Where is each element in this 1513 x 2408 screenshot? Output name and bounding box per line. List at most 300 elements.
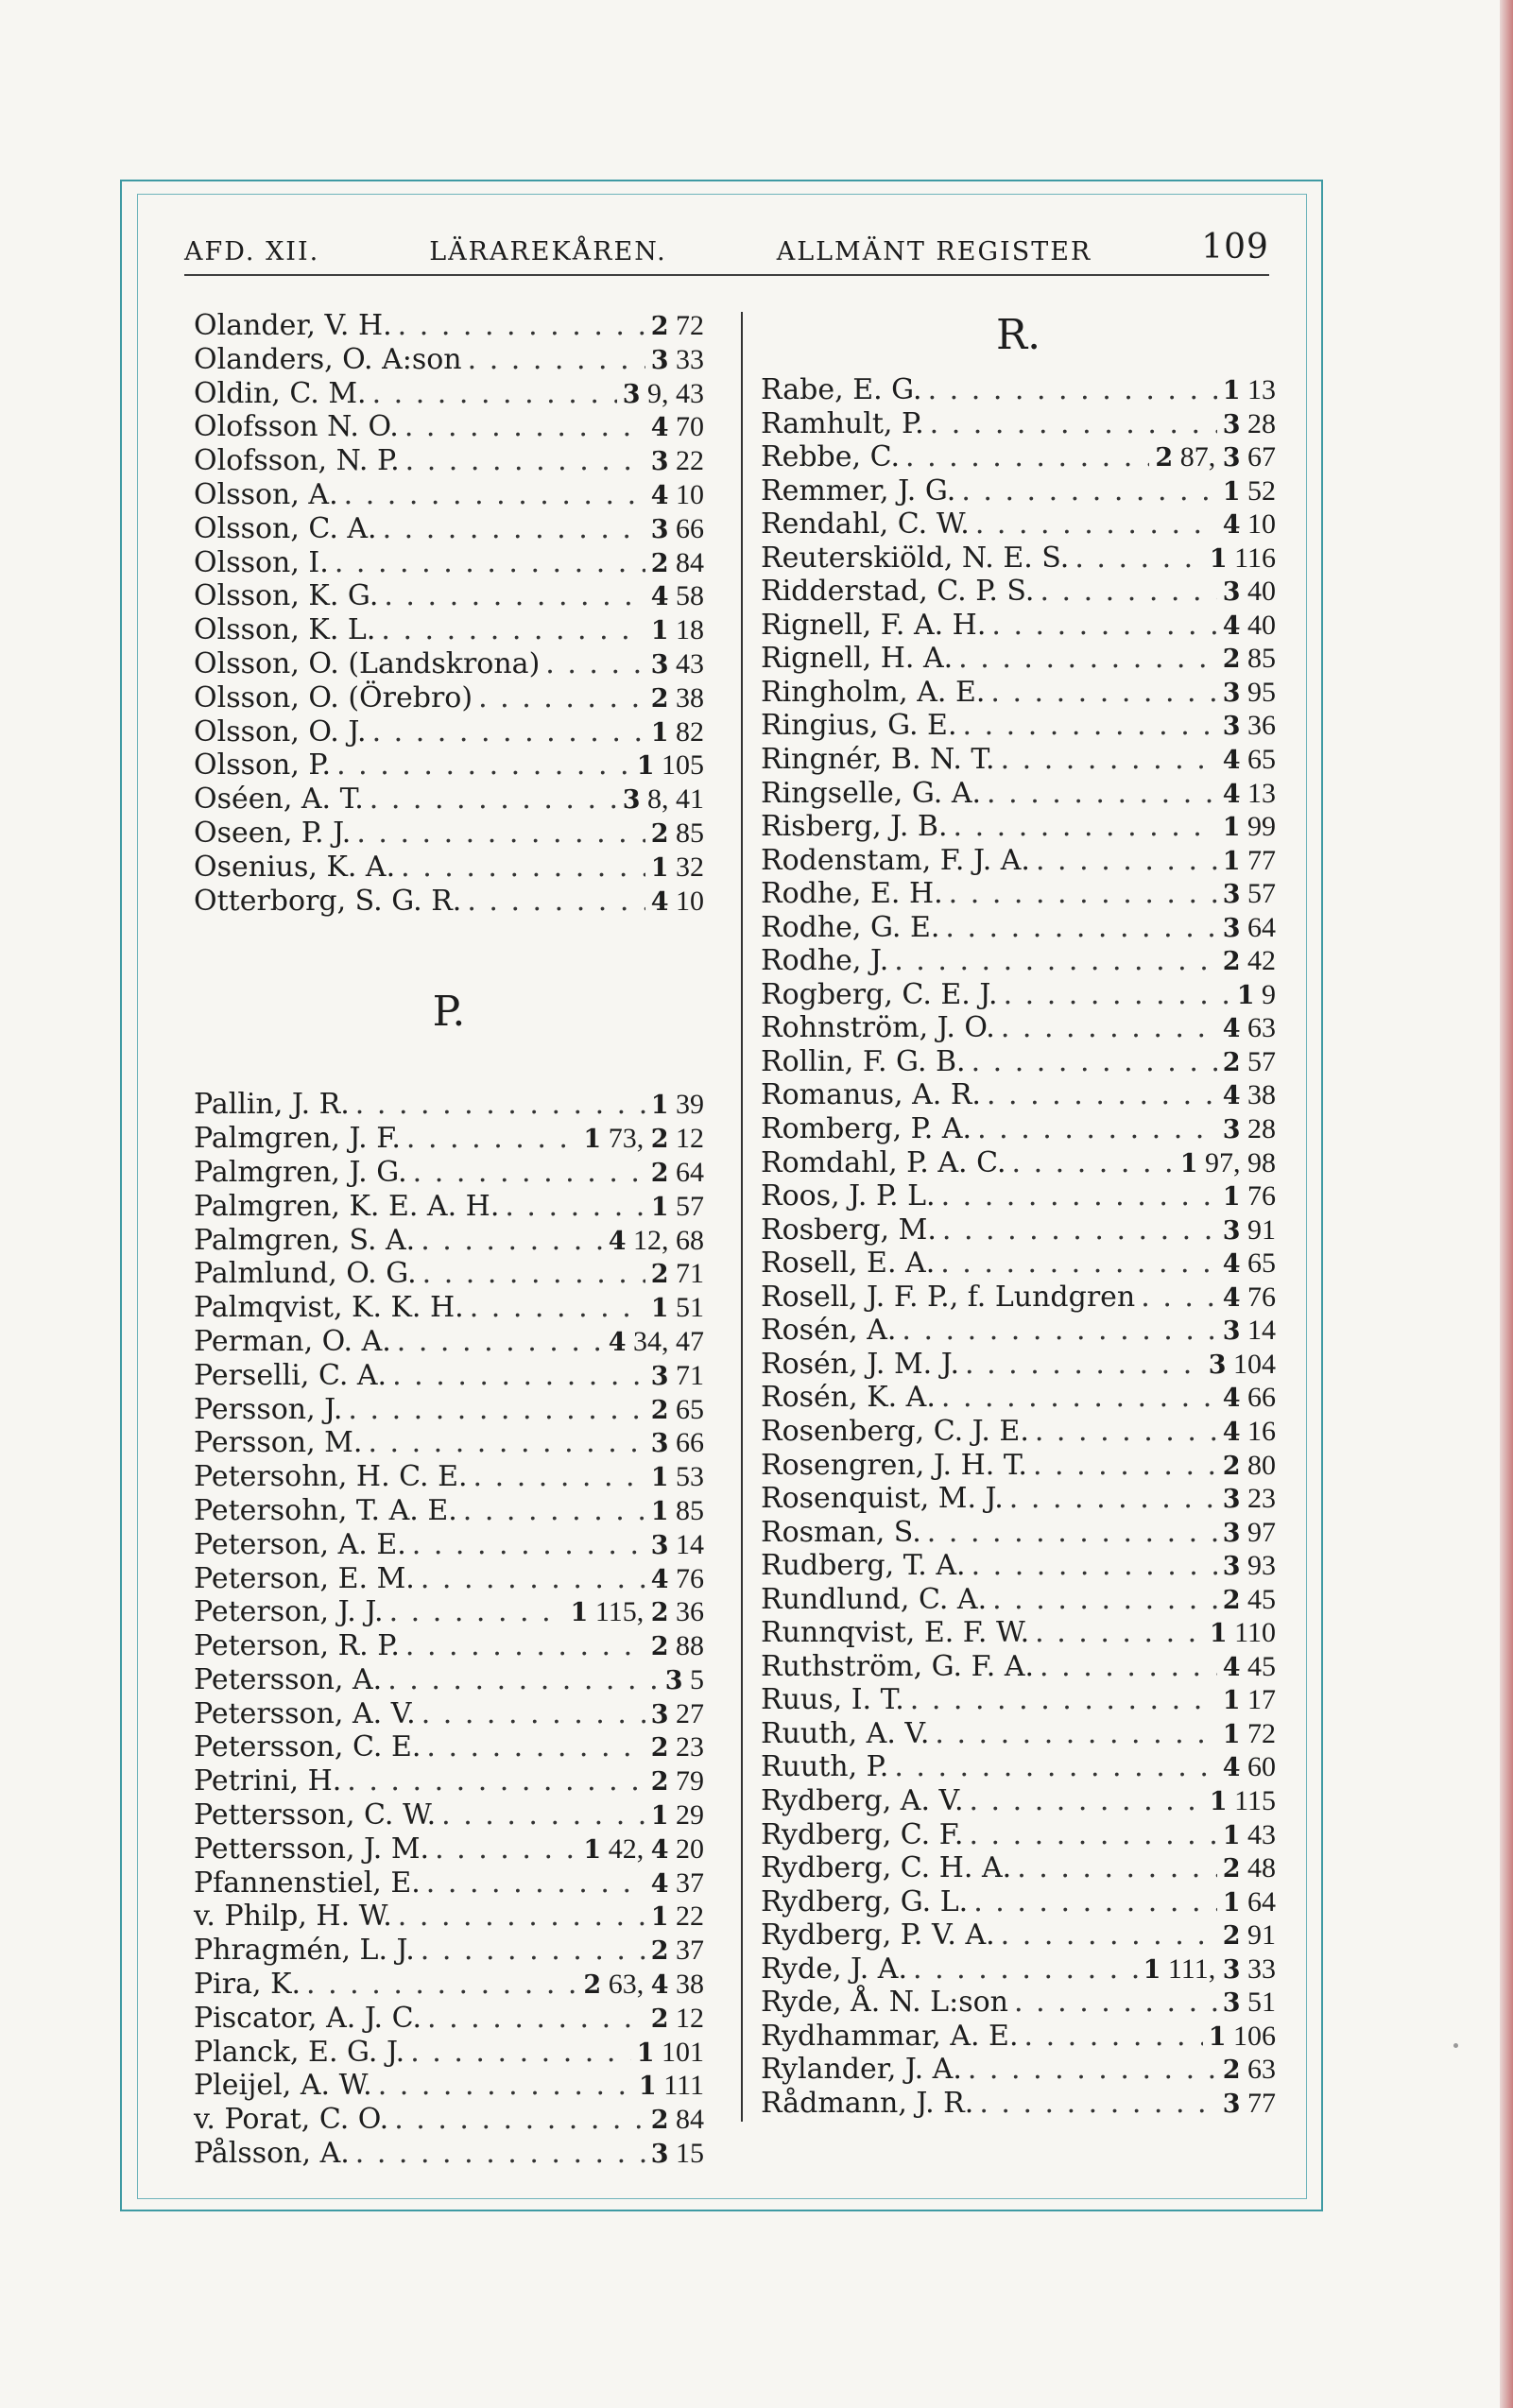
entry-name: Rådmann, J. R. — [761, 2086, 974, 2120]
header-section: AFD. XII. — [184, 237, 320, 267]
entry-reference: 3 14 — [650, 1528, 704, 1560]
index-entry — [194, 1156, 704, 1190]
leader-dots — [413, 1156, 645, 1190]
entry-name: Peterson, J. J. — [194, 1595, 384, 1629]
index-entry — [761, 1112, 1276, 1146]
leader-dots — [467, 885, 645, 919]
index-entry — [761, 1650, 1276, 1684]
entry-name: Rodhe, E. H. — [761, 877, 943, 911]
leader-dots — [421, 1697, 645, 1731]
entries-r — [761, 373, 1276, 2120]
entry-name: Piscator, A. J. C. — [194, 2001, 422, 2035]
entry-reference: 1 111 — [638, 2070, 704, 2102]
entry-reference: 1 42, 4 20 — [583, 1832, 704, 1865]
entry-name: Olanders, O. A:son — [194, 342, 462, 376]
leader-dots — [961, 474, 1216, 508]
entry-name: Pallin, J. R. — [194, 1088, 350, 1122]
entry-reference: 4 65 — [1222, 744, 1276, 776]
entry-reference: 3 33 — [650, 343, 704, 375]
index-entry — [761, 1381, 1276, 1415]
entry-reference: 2 84 — [650, 2104, 704, 2136]
index-entry — [194, 783, 704, 817]
entry-name: Rignell, F. A. H. — [761, 608, 987, 642]
entry-reference: 3 66 — [650, 1427, 704, 1459]
leader-dots — [336, 748, 631, 783]
entry-reference: 4 10 — [1222, 508, 1276, 541]
entry-reference: 1 82 — [650, 715, 704, 748]
index-entry — [194, 1866, 704, 1901]
index-entry — [761, 1146, 1276, 1180]
index-entry — [194, 2137, 704, 2171]
leader-dots — [1004, 978, 1231, 1012]
entry-name: Pettersson, J. M. — [194, 1832, 430, 1866]
entry-reference: 4 16 — [1222, 1415, 1276, 1447]
index-entry — [761, 2020, 1276, 2054]
entry-reference: 3 66 — [650, 512, 704, 544]
index-entry — [194, 748, 704, 783]
entry-reference: 3 27 — [650, 1697, 704, 1729]
leader-dots — [1035, 1616, 1204, 1650]
index-entry — [194, 885, 704, 919]
entry-name: Rosell, E. A. — [761, 1247, 936, 1281]
leader-dots — [545, 647, 645, 681]
entry-name: Rendahl, C. W. — [761, 507, 970, 542]
index-entry — [761, 1717, 1276, 1751]
entry-reference: 2 87, 3 67 — [1155, 441, 1276, 473]
index-entry — [194, 1697, 704, 1731]
entry-reference: 3 64 — [1222, 911, 1276, 943]
entry-name: Rabe, E. G. — [761, 373, 922, 406]
leader-dots — [422, 1257, 645, 1291]
leader-dots — [405, 444, 645, 478]
index-entry — [761, 1213, 1276, 1247]
index-entry — [761, 978, 1276, 1012]
leader-dots — [381, 613, 645, 647]
index-entry — [761, 1885, 1276, 1919]
entry-name: Palmgren, K. E. A. H. — [194, 1189, 500, 1223]
entry-reference: 3 77 — [1222, 2087, 1276, 2119]
leader-dots — [1033, 1449, 1217, 1483]
entry-reference: 2 80 — [1222, 1449, 1276, 1481]
index-entry — [761, 1011, 1276, 1045]
entry-name: v. Philp, H. W. — [194, 1900, 392, 1934]
entry-reference: 4 60 — [1222, 1751, 1276, 1783]
entry-reference: 4 10 — [650, 885, 704, 917]
entry-reference: 1 13 — [1222, 374, 1276, 405]
entry-name: Rosén, A. — [761, 1314, 897, 1348]
leader-dots — [1040, 575, 1216, 609]
leader-dots — [991, 609, 1216, 643]
entry-name: Pålsson, A. — [194, 2137, 350, 2171]
entry-reference: 1 57 — [650, 1190, 704, 1222]
entry-reference: 4 38 — [1222, 1079, 1276, 1111]
entry-name: Ruuth, P. — [761, 1750, 889, 1784]
entry-reference: 4 76 — [1222, 1281, 1276, 1313]
entry-reference: 1 77 — [1222, 844, 1276, 876]
entry-name: Olsson, O. (Landskrona) — [194, 646, 541, 680]
leader-dots — [401, 851, 645, 885]
entry-name: Pfannenstiel, E. — [194, 1866, 421, 1900]
index-entry — [761, 1045, 1276, 1079]
leader-dots — [894, 1750, 1216, 1784]
index-entry — [761, 2087, 1276, 2121]
entry-reference: 2 37 — [650, 1935, 704, 1967]
index-entry — [194, 1934, 704, 1968]
leader-dots — [990, 676, 1216, 710]
leader-dots — [405, 1629, 645, 1663]
index-entry — [761, 1986, 1276, 2020]
entry-name: Rodenstam, F. J. A. — [761, 843, 1030, 877]
entry-reference: 1 106 — [1208, 2020, 1276, 2052]
entry-name: Olofsson, N. P. — [194, 444, 400, 478]
entry-name: Romanus, A. R. — [761, 1078, 981, 1112]
entry-name: Osenius, K. A. — [194, 850, 396, 884]
index-entry — [194, 613, 704, 647]
leader-dots — [356, 817, 645, 851]
entry-name: Rydberg, C. H. A. — [761, 1851, 1012, 1885]
leader-dots — [954, 810, 1217, 844]
entry-name: v. Porat, C. O. — [194, 2103, 389, 2137]
entry-reference: 1 39 — [650, 1089, 704, 1121]
index-entry — [194, 1764, 704, 1798]
right-column — [761, 307, 1276, 2120]
entry-reference: 1 111, 3 33 — [1143, 1952, 1276, 1985]
index-entry — [761, 1616, 1276, 1650]
entry-reference: 1 32 — [650, 851, 704, 883]
leader-dots — [478, 681, 645, 715]
entry-name: Petersson, A. V. — [194, 1696, 416, 1730]
entry-name: Ridderstad, C. P. S. — [761, 575, 1035, 609]
entry-name: Olofsson N. O. — [194, 410, 399, 444]
entry-reference: 1 85 — [650, 1494, 704, 1526]
entry-reference: 4 66 — [1222, 1382, 1276, 1414]
index-entry — [761, 1247, 1276, 1281]
running-header — [184, 219, 1269, 267]
leader-dots — [404, 410, 645, 444]
leader-dots — [410, 2036, 630, 2070]
leader-dots — [1141, 1281, 1216, 1315]
entry-name: Otterborg, S. G. R. — [194, 884, 462, 918]
index-entry — [194, 343, 704, 377]
index-entry — [761, 1516, 1276, 1550]
leader-dots — [928, 373, 1217, 407]
index-entry — [761, 1549, 1276, 1583]
index-entry — [194, 1257, 704, 1291]
leader-dots — [910, 1683, 1217, 1717]
entry-reference: 1 18 — [650, 614, 704, 646]
leader-dots — [1001, 1918, 1217, 1952]
entry-name: Olsson, C. A. — [194, 511, 377, 545]
index-entry — [761, 642, 1276, 676]
leader-dots — [927, 1516, 1217, 1550]
leader-dots — [406, 1122, 578, 1156]
leader-dots — [958, 642, 1217, 676]
entry-name: Rudberg, T. A. — [761, 1549, 966, 1583]
entry-name: Palmqvist, K. K. H. — [194, 1291, 464, 1325]
entry-name: Ruuth, A. V. — [761, 1716, 930, 1750]
entry-reference: 3 36 — [1222, 710, 1276, 742]
leader-dots — [397, 1325, 603, 1359]
page-number: 109 — [1201, 228, 1269, 267]
leader-dots — [987, 1078, 1217, 1112]
leader-dots — [1024, 2020, 1203, 2054]
leader-dots — [344, 478, 645, 512]
leader-dots — [368, 1426, 645, 1460]
index-entry — [761, 1348, 1276, 1382]
entry-reference: 4 13 — [1222, 777, 1276, 809]
index-entry — [194, 478, 704, 512]
index-entry — [194, 715, 704, 749]
leader-dots — [1012, 1146, 1175, 1180]
leader-dots — [941, 1179, 1217, 1213]
entry-name: Reuterskiöld, N. E. S. — [761, 541, 1070, 575]
entries-p — [194, 1088, 704, 2171]
entry-name: Rydberg, A. V. — [761, 1783, 964, 1817]
section-letter-r: R. — [995, 311, 1041, 359]
entry-name: Rodhe, J. — [761, 944, 889, 978]
entry-name: Petersson, C. E. — [194, 1730, 421, 1764]
entry-name: Rosell, J. F. P., f. Lundgren — [761, 1280, 1136, 1314]
entry-name: Palmgren, J. G. — [194, 1155, 407, 1189]
leader-dots — [347, 1764, 645, 1798]
entry-reference: 2 45 — [1222, 1583, 1276, 1615]
index-entry — [194, 1190, 704, 1224]
index-entry — [761, 1784, 1276, 1818]
entry-name: Ruthström, G. F. A. — [761, 1649, 1035, 1683]
index-entry — [761, 844, 1276, 878]
index-entry — [194, 2103, 704, 2137]
index-entry — [761, 609, 1276, 643]
index-entry — [761, 507, 1276, 542]
index-entry — [194, 647, 704, 681]
entry-reference: 1 116 — [1209, 542, 1276, 574]
entry-name: Olander, V. H. — [194, 309, 392, 342]
entry-reference: 2 12 — [650, 2002, 704, 2034]
entry-name: Olsson, O. J. — [194, 714, 367, 748]
entry-reference: 4 45 — [1222, 1650, 1276, 1682]
leader-dots — [975, 507, 1217, 542]
entry-name: Ringnér, B. N. T. — [761, 743, 995, 777]
leader-dots — [992, 1583, 1217, 1617]
entry-reference: 1 105 — [636, 749, 704, 782]
leader-dots — [949, 877, 1217, 911]
leader-dots — [963, 709, 1217, 743]
entry-reference: 3 93 — [1222, 1550, 1276, 1582]
entry-name: Remmer, J. G. — [761, 473, 956, 507]
entry-name: Rollin, F. G. B. — [761, 1044, 966, 1078]
index-entry — [194, 1629, 704, 1663]
entry-name: Palmlund, O. G. — [194, 1257, 417, 1291]
index-entry — [761, 1750, 1276, 1784]
leader-dots — [398, 1900, 645, 1934]
entry-name: Persson, J. — [194, 1392, 343, 1426]
leader-dots — [370, 783, 617, 817]
entry-name: Rosberg, M. — [761, 1213, 937, 1247]
entry-name: Palmgren, J. F. — [194, 1122, 401, 1156]
entry-name: Rignell, H. A. — [761, 642, 954, 676]
leader-dots — [1014, 1986, 1217, 2020]
entry-name: Rosenberg, C. J. E. — [761, 1414, 1029, 1448]
leader-dots — [435, 1832, 577, 1866]
entry-reference: 1 73, 2 12 — [583, 1123, 704, 1155]
leader-dots — [441, 1798, 645, 1832]
entry-reference: 1 115, 2 36 — [570, 1596, 704, 1628]
entry-reference: 4 58 — [650, 580, 704, 612]
index-entry — [761, 709, 1276, 743]
entry-reference: 2 63 — [1222, 2054, 1276, 2086]
entry-reference: 4 12, 68 — [608, 1224, 704, 1256]
index-entry — [194, 377, 704, 411]
leader-dots — [977, 1112, 1217, 1146]
entry-name: Oseen, P. J. — [194, 816, 352, 850]
entry-reference: 1 72 — [1222, 1717, 1276, 1749]
entry-name: Oldin, C. M. — [194, 376, 367, 410]
index-entry — [194, 1832, 704, 1866]
index-entry — [761, 2053, 1276, 2087]
entry-reference: 3 91 — [1222, 1213, 1276, 1246]
leader-dots — [463, 1494, 645, 1528]
entry-reference: 1 43 — [1222, 1818, 1276, 1850]
index-entry — [761, 1683, 1276, 1717]
entry-reference: 3 28 — [1222, 407, 1276, 439]
entry-reference: 2 71 — [650, 1258, 704, 1290]
entry-reference: 3 104 — [1208, 1348, 1276, 1380]
index-entry — [761, 474, 1276, 508]
index-entry — [761, 1952, 1276, 1987]
leader-dots — [973, 1885, 1216, 1919]
entry-name: Rosengren, J. H. T. — [761, 1448, 1027, 1482]
index-entry — [194, 1663, 704, 1697]
leader-dots — [935, 1717, 1216, 1751]
leader-dots — [971, 1045, 1217, 1079]
entry-name: Rohnström, J. O. — [761, 1011, 995, 1045]
index-entry — [761, 575, 1276, 609]
leader-dots — [394, 2103, 645, 2137]
leader-dots — [427, 2002, 645, 2036]
entry-name: Rogberg, C. E. J. — [761, 977, 998, 1011]
entry-name: Planck, E. G. J. — [194, 2035, 405, 2069]
index-entry — [761, 1818, 1276, 1852]
entry-reference: 3 71 — [650, 1359, 704, 1391]
entry-name: Oséen, A. T. — [194, 783, 364, 817]
entry-reference: 1 115 — [1209, 1784, 1276, 1816]
leader-dots — [968, 2053, 1217, 2087]
leader-dots — [355, 1088, 645, 1122]
leader-dots — [470, 1291, 645, 1325]
entry-reference: 3 40 — [1222, 576, 1276, 608]
paper-speck — [1453, 2043, 1458, 2048]
entry-reference: 4 63 — [1222, 1012, 1276, 1044]
index-entry — [194, 1088, 704, 1122]
entry-name: Roos, J. P. L. — [761, 1179, 936, 1213]
entry-name: Romdahl, P. A. C. — [761, 1145, 1006, 1179]
leader-dots — [355, 2137, 645, 2171]
index-entry — [194, 1291, 704, 1325]
index-entry — [194, 309, 704, 343]
entry-reference: 1 101 — [636, 2036, 704, 2068]
index-entry — [761, 777, 1276, 811]
header-title: LÄRAREKÅREN. — [429, 237, 667, 267]
leader-dots — [942, 1213, 1217, 1247]
entry-reference: 1 52 — [1222, 474, 1276, 507]
index-entry — [194, 1325, 704, 1359]
index-entry — [194, 851, 704, 885]
left-column — [194, 309, 704, 2171]
leader-dots — [372, 715, 645, 749]
entry-name: Rosenquist, M. J. — [761, 1482, 1004, 1516]
index-entry — [194, 1494, 704, 1528]
index-entry — [761, 1851, 1276, 1885]
entry-name: Petersohn, T. A. E. — [194, 1493, 457, 1527]
entry-name: Rydberg, P. V. A. — [761, 1918, 995, 1952]
entry-name: Olsson, K. G. — [194, 579, 379, 613]
index-entry — [761, 1078, 1276, 1112]
index-entry — [194, 1528, 704, 1562]
index-entry — [761, 542, 1276, 576]
entry-name: Rylander, J. A. — [761, 2053, 962, 2087]
leader-dots — [421, 1224, 602, 1258]
entry-reference: 3 51 — [1222, 1987, 1276, 2019]
index-entry — [761, 676, 1276, 710]
leader-dots — [969, 1784, 1203, 1818]
entry-reference: 2 88 — [650, 1630, 704, 1662]
leader-dots — [335, 546, 645, 580]
entry-reference: 3 95 — [1222, 676, 1276, 708]
entry-reference: 3 22 — [650, 445, 704, 477]
entry-reference: 2 57 — [1222, 1045, 1276, 1077]
index-entry — [761, 373, 1276, 407]
entry-reference: 1 17 — [1222, 1684, 1276, 1716]
entry-name: Rosman, S. — [761, 1515, 921, 1549]
index-entry — [194, 1798, 704, 1832]
entry-reference: 3 57 — [1222, 878, 1276, 910]
entry-name: Perman, O. A. — [194, 1324, 391, 1358]
leader-dots — [894, 944, 1216, 978]
leader-dots — [1040, 1650, 1217, 1684]
index-entry — [761, 810, 1276, 844]
entry-reference: 1 76 — [1222, 1180, 1276, 1213]
entry-name: Palmgren, S. A. — [194, 1223, 416, 1257]
leader-dots — [468, 343, 645, 377]
index-entry — [194, 444, 704, 478]
entry-name: Ryde, J. A. — [761, 1952, 908, 1986]
entry-reference: 4 65 — [1222, 1247, 1276, 1280]
index-entry — [194, 1359, 704, 1393]
index-entry — [194, 579, 704, 613]
entry-reference: 1 97, 98 — [1179, 1146, 1276, 1178]
entry-name: Ringius, G. E. — [761, 709, 957, 743]
index-entry — [194, 2036, 704, 2070]
index-entry — [761, 1314, 1276, 1348]
entry-reference: 4 10 — [650, 478, 704, 510]
leader-dots — [426, 1866, 645, 1901]
entry-name: Olsson, O. (Örebro) — [194, 680, 473, 714]
entry-reference: 3 9, 43 — [622, 377, 704, 409]
entry-reference: 2 85 — [650, 817, 704, 849]
entry-name: Pleijel, A. W. — [194, 2069, 372, 2103]
index-entry — [194, 1730, 704, 1764]
index-entry — [761, 877, 1276, 911]
index-entry — [194, 410, 704, 444]
leader-dots — [421, 1934, 645, 1968]
index-entry — [194, 681, 704, 715]
leader-dots — [348, 1393, 645, 1427]
index-entry — [761, 440, 1276, 474]
entry-reference: 2 79 — [650, 1765, 704, 1797]
entry-reference: 1 64 — [1222, 1885, 1276, 1918]
entry-name: Olsson, I. — [194, 545, 329, 579]
entry-name: Petersohn, H. C. E. — [194, 1460, 468, 1494]
